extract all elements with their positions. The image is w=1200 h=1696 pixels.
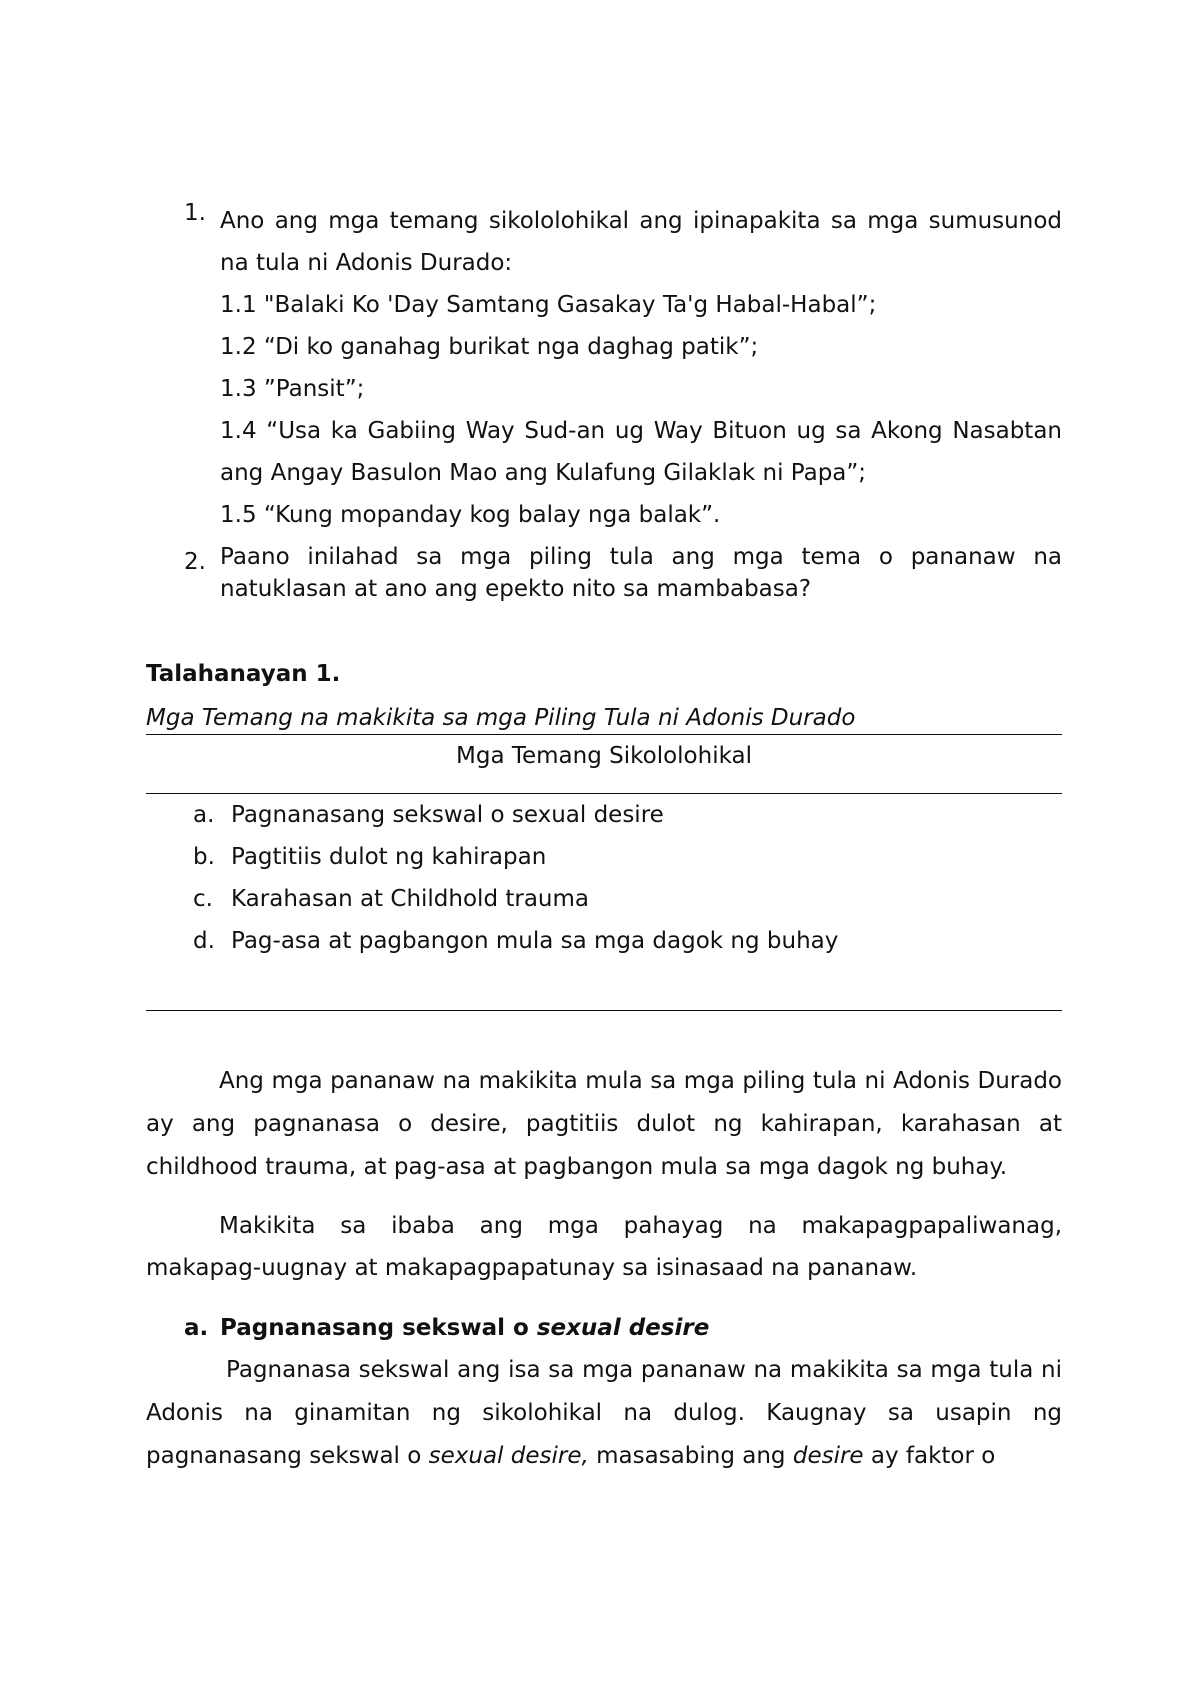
table-caption: Mga Temang na makikita sa mga Piling Tula ni Adonis Durado <box>146 705 856 731</box>
section-italic-1: sexual desire, <box>428 1443 589 1469</box>
paragraph-2: Makikita sa ibaba ang mga pahayag na makapagpapaliwanag, makapag-uugnay at makapagpapatunay sa isinasaad na pananaw. <box>146 1213 1062 1281</box>
question-text: Paano inilahad sa mga piling tula ang mga tema o pananaw na natuklasan at ano ang epekto nito sa mambabasa? <box>220 544 1062 602</box>
question-number: 1. <box>184 200 206 226</box>
document-page <box>146 200 1062 1478</box>
row-letter: a. <box>193 802 215 828</box>
row-text: Pagtitiis dulot ng kahirapan <box>231 844 547 870</box>
table-rows <box>146 794 1062 962</box>
question-number: 2. <box>184 549 206 575</box>
row-letter: d. <box>193 928 215 954</box>
section-italic-2: desire <box>792 1443 864 1469</box>
table-header: Mga Temang Sikololohikal <box>456 743 752 769</box>
question-text: Ano ang mga temang sikololohikal ang ipinapakita sa mga sumusunod na tula ni Adonis Durado: <box>220 208 1062 276</box>
subitem-1-5: 1.5 “Kung mopanday kog balay nga balak”. <box>220 502 721 528</box>
section-letter: a. <box>184 1315 209 1341</box>
section-text-3: ay faktor o <box>863 1443 996 1469</box>
section-heading-italic: sexual desire <box>536 1315 710 1341</box>
subitem-1-1: 1.1 "Balaki Ko 'Day Samtang Gasakay Ta'g Habal-Habal”; <box>220 292 877 318</box>
subitem-1-3: 1.3 ”Pansit”; <box>220 376 365 402</box>
subitem-1-2: 1.2 “Di ko ganahag burikat nga daghag patik”; <box>220 334 759 360</box>
row-letter: c. <box>193 886 213 912</box>
table-row <box>146 836 1062 878</box>
table-row <box>146 878 1062 920</box>
question-2 <box>146 541 1062 605</box>
table-row <box>146 920 1062 962</box>
section-paragraph <box>146 1349 1062 1478</box>
row-text: Karahasan at Childhold trauma <box>231 886 589 912</box>
row-text: Pagnanasang sekswal o sexual desire <box>231 802 664 828</box>
subitem-1-4: 1.4 “Usa ka Gabiing Way Sud-an ug Way Bituon ug sa Akong Nasabtan ang Angay Basulon Mao ang Kulafung Gilaklak ni Papa”; <box>220 418 1062 486</box>
section-text-1: Pagnanasa sekswal ang isa sa mga pananaw na makikita sa mga tula ni Adonis na ginamitan ng sikolohikal na dulog. Kaugnay sa usapin ng pagnanasang sekswal o <box>146 1357 1062 1469</box>
section-heading-text: Pagnanasang sekswal o <box>220 1315 537 1341</box>
row-letter: b. <box>193 844 215 870</box>
question-1 <box>146 200 1062 536</box>
row-text: Pag-asa at pagbangon mula sa mga dagok ng buhay <box>231 928 839 954</box>
table-bottom-rule <box>146 1010 1062 1011</box>
table-row <box>146 794 1062 836</box>
table-title: Talahanayan 1. <box>146 661 341 687</box>
section-heading <box>146 1307 1062 1349</box>
section-text-2: masasabing ang <box>588 1443 793 1469</box>
paragraph-1: Ang mga pananaw na makikita mula sa mga piling tula ni Adonis Durado ay ang pagnanasa o desire, pagtitiis dulot ng kahirapan, karahasan at childhood trauma, at pag-asa at pagbangon mula sa mga dagok ng buhay. <box>146 1068 1062 1180</box>
